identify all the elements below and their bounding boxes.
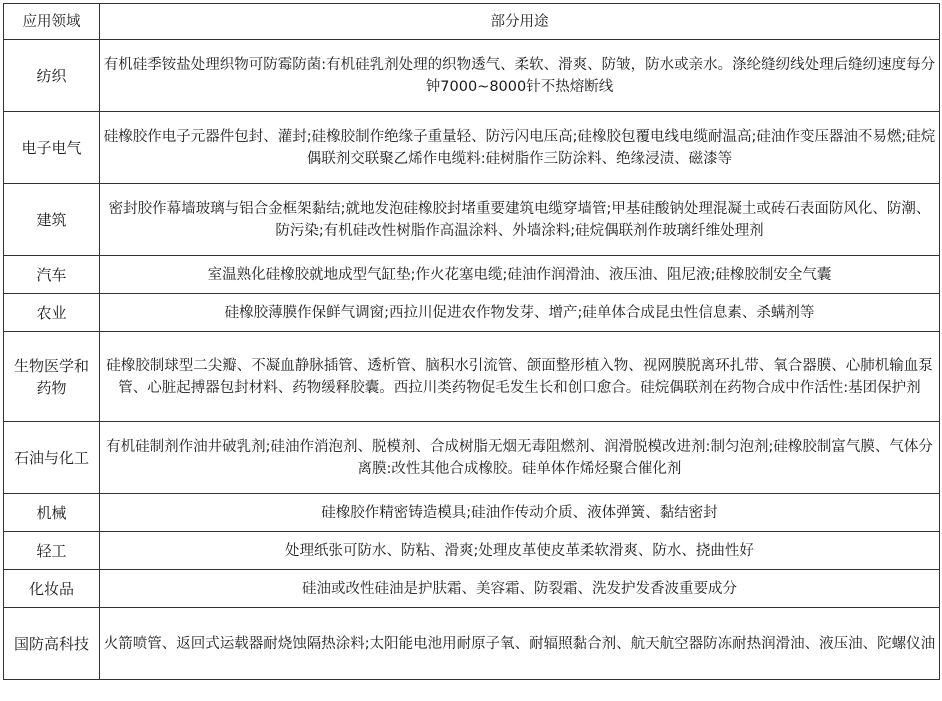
row-domain: 电子电气 <box>4 112 100 184</box>
table-row <box>4 184 940 256</box>
header-domain: 应用领域 <box>4 4 100 40</box>
row-domain: 农业 <box>4 294 100 332</box>
row-domain: 纺织 <box>4 40 100 112</box>
row-uses: 处理纸张可防水、防粘、滑爽;处理皮革使皮革柔软滑爽、防水、挠曲性好 <box>100 532 940 570</box>
table-header-row <box>4 4 940 40</box>
row-uses: 有机硅季铵盐处理织物可防霉防菌:有机硅乳剂处理的织物透气、柔软、滑爽、防皱，防水或亲水。涤纶缝纫线处理后缝纫速度每分钟7000~8000针不热熔断线 <box>100 40 940 112</box>
row-uses: 硅橡胶作精密铸造模具;硅油作传动介质、液体弹簧、黏结密封 <box>100 494 940 532</box>
row-uses: 硅橡胶薄膜作保鲜气调窗;西拉川促进农作物发芽、增产;硅单体合成昆虫性信息素、杀螨剂等 <box>100 294 940 332</box>
row-domain: 化妆品 <box>4 570 100 608</box>
table-row <box>4 494 940 532</box>
table-row <box>4 332 940 422</box>
row-uses: 硅油或改性硅油是护肤霜、美容霜、防裂霜、洗发护发香波重要成分 <box>100 570 940 608</box>
row-domain: 建筑 <box>4 184 100 256</box>
table-row <box>4 256 940 294</box>
row-domain: 轻工 <box>4 532 100 570</box>
row-domain: 机械 <box>4 494 100 532</box>
table-row <box>4 532 940 570</box>
row-uses: 密封胶作幕墙玻璃与铝合金框架黏结;就地发泡硅橡胶封堵重要建筑电缆穿墙管;甲基硅酸钠处理混凝土或砖石表面防风化、防潮、防污染;有机硅改性树脂作高温涂料、外墙涂料;硅烷偶联剂作玻璃纤维处理剂 <box>100 184 940 256</box>
row-uses: 硅橡胶制球型二尖瓣、不凝血静脉插管、透析管、脑积水引流管、颌面整形植入物、视网膜脱离环扎带、氧合器膜、心肺机输血泵管、心脏起搏器包封材料、药物缓释胶囊。西拉川类药物促毛发生长和创口愈合。硅烷偶联剂在药物合成中作活性:基团保护剂 <box>100 332 940 422</box>
header-uses: 部分用途 <box>100 4 940 40</box>
row-uses: 室温熟化硅橡胶就地成型气缸垫;作火花塞电缆;硅油作润滑油、液压油、阻尼液;硅橡胶制安全气囊 <box>100 256 940 294</box>
row-uses: 硅橡胶作电子元器件包封、灌封;硅橡胶制作绝缘子重量轻、防污闪电压高;硅橡胶包覆电线电缆耐温高;硅油作变压器油不易燃;硅烷偶联剂交联聚乙烯作电缆料:硅树脂作三防涂料、绝缘浸渍、磁漆等 <box>100 112 940 184</box>
table-row <box>4 294 940 332</box>
table-row <box>4 608 940 680</box>
table-row <box>4 570 940 608</box>
silicone-applications-table <box>3 3 940 680</box>
row-domain: 汽车 <box>4 256 100 294</box>
table-row <box>4 112 940 184</box>
table-row <box>4 40 940 112</box>
row-domain: 国防高科技 <box>4 608 100 680</box>
row-uses: 火箭喷管、返回式运载器耐烧蚀隔热涂料;太阳能电池用耐原子氧、耐辐照黏合剂、航天航空器防冻耐热润滑油、液压油、陀螺仪油 <box>100 608 940 680</box>
row-uses: 有机硅制剂作油井破乳剂;硅油作消泡剂、脱模剂、合成树脂无烟无毒阻燃剂、润滑脱模改进剂:制匀泡剂;硅橡胶制富气膜、气体分离膜:改性其他合成橡胶。硅单体作烯烃聚合催化剂 <box>100 422 940 494</box>
table-row <box>4 422 940 494</box>
row-domain: 石油与化工 <box>4 422 100 494</box>
row-domain: 生物医学和药物 <box>4 332 100 422</box>
